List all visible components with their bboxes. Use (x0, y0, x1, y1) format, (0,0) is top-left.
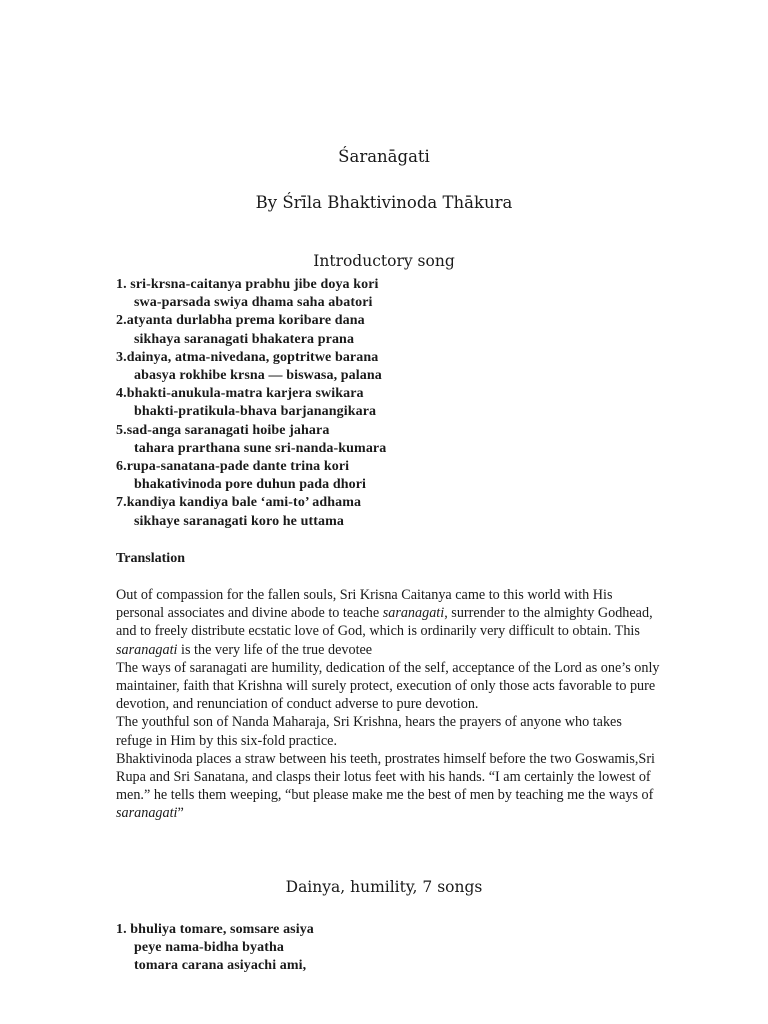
verse-line: bhakti-pratikula-bhava barjanangikara (134, 404, 377, 420)
text-run: Bhaktivinoda places a straw between his teeth, prostrates himself before the two Goswamis,Sri Rupa and Sri Sanatana, and clasps their lotus feet with his hands. “I am certainly the lowest of men.” he tells them weeping, “but please make me the best of men by teaching me the ways of (116, 750, 655, 804)
verse-line: sikhaye saranagati koro he uttama (134, 513, 344, 529)
section-heading-dainya: Dainya, humility, 7 songs (285, 878, 483, 896)
verse-line: bhakativinoda pore duhun pada dhori (134, 477, 367, 493)
verse-line: tahara prarthana sune sri-nanda-kumara (134, 440, 387, 456)
verse-line: 1. sri-krsna-caitanya prabhu jibe doya kori (116, 277, 379, 292)
verse-line: peye nama-bidha byatha (134, 940, 285, 956)
translation-paragraph (116, 750, 661, 823)
translation-paragraph: The ways of saranagati are humility, dedication of the self, acceptance of the Lord as one’s only maintainer, faith that Krishna will surely protect, execution of only those acts favorable to pure devotion, and renunciation of conduct adverse to pure devotion. (116, 659, 660, 713)
italic-term: saranagati (116, 641, 178, 658)
verse-line: tomara carana asiyachi ami, (134, 958, 307, 974)
verse-line: 5.sad-anga saranagati hoibe jahara (116, 422, 330, 438)
verse-line: 7.kandiya kandiya bale ‘ami-to’ adhama (116, 495, 362, 511)
translation-paragraph (116, 586, 661, 659)
verse-line: 4.bhakti-anukula-matra karjera swikara (116, 386, 364, 402)
verse-line: 1. bhuliya tomare, somsare asiya (116, 922, 314, 937)
section-heading-intro: Introductory song (313, 252, 455, 270)
italic-term: saranagati (382, 605, 445, 622)
text-run: is the very life of the true devotee (177, 641, 373, 658)
translation-text (116, 586, 661, 823)
intro-song-verses (116, 276, 676, 531)
italic-term: saranagati (116, 805, 178, 822)
verse-line: 3.dainya, atma-nivedana, goptritwe barana (116, 349, 379, 365)
document-title: Śaranāgati (338, 147, 430, 166)
verse-line: 2.atyanta durlabha prema koribare dana (116, 313, 365, 329)
document-byline: By Śrīla Bhaktivinoda Thākura (255, 193, 513, 212)
verse-line: abasya rokhibe krsna — biswasa, palana (134, 368, 382, 384)
text-run: Out of compassion for the fallen souls, Sri Krisna Caitanya came to this world with His personal associates and divine abode to teache (116, 587, 613, 622)
verse-line: sikhaya saranagati bhakatera prana (134, 331, 355, 347)
text-run: ” (177, 805, 184, 822)
translation-label: Translation (116, 551, 185, 566)
text-run: , surrender to the almighty Godhead, and to freely distribute ecstatic love of God, which is ordinarily very difficult to obtain. This (116, 605, 653, 640)
verse-line: 6.rupa-sanatana-pade dante trina kori (116, 459, 350, 475)
dainya-song-verses (116, 921, 676, 976)
translation-paragraph: The youthful son of Nanda Maharaja, Sri Krishna, hears the prayers of anyone who takes refuge in Him by this six-fold practice. (116, 714, 622, 749)
verse-line: swa-parsada swiya dhama saha abatori (134, 295, 373, 311)
